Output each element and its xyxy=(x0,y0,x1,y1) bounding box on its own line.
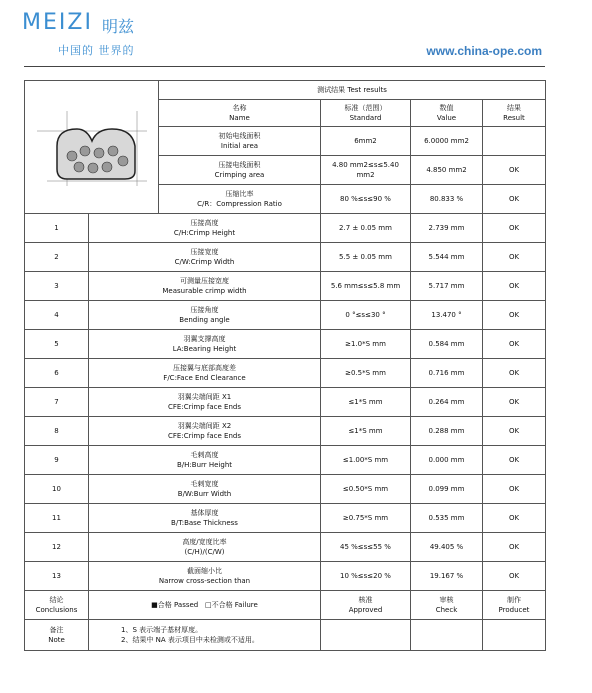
conclusion-row xyxy=(25,591,546,620)
row-standard: ≥0.5*S mm xyxy=(321,359,411,388)
conclusion-label: 结论 Conclusions xyxy=(25,591,89,620)
row-name: 压接电线面积 Crimping area xyxy=(159,156,321,185)
row-value: 0.716 mm xyxy=(411,359,483,388)
website-url[interactable]: www.china-ope.com xyxy=(426,44,542,58)
row-value: 2.739 mm xyxy=(411,214,483,243)
row-name: 压接角度 Bending angle xyxy=(89,301,321,330)
row-result: OK xyxy=(483,417,546,446)
row-value: 0.535 mm xyxy=(411,504,483,533)
row-result: OK xyxy=(483,475,546,504)
note-label: 备注 Note xyxy=(25,620,89,651)
table-row xyxy=(25,446,546,475)
row-result: OK xyxy=(483,156,546,185)
row-name: 初始电线面积 Initial area xyxy=(159,127,321,156)
row-value: 0.288 mm xyxy=(411,417,483,446)
row-standard: ≤1*S mm xyxy=(321,417,411,446)
row-number: 4 xyxy=(25,301,89,330)
table-row xyxy=(25,243,546,272)
row-value: 49.405 % xyxy=(411,533,483,562)
note-row xyxy=(25,620,546,651)
table-row xyxy=(25,504,546,533)
row-value: 19.167 % xyxy=(411,562,483,591)
wire-strand xyxy=(118,156,128,166)
row-number: 9 xyxy=(25,446,89,475)
row-name: 压缩比率 C/R：Compression Ratio xyxy=(159,185,321,214)
row-name: 羽翼支撑高度 LA:Bearing Height xyxy=(89,330,321,359)
table-row xyxy=(25,301,546,330)
row-value: 0.264 mm xyxy=(411,388,483,417)
row-result: OK xyxy=(483,301,546,330)
row-result: OK xyxy=(483,504,546,533)
passed-checkbox: ■合格 Passed xyxy=(151,601,199,609)
row-number: 13 xyxy=(25,562,89,591)
row-result: OK xyxy=(483,243,546,272)
check-label: 审核 Check xyxy=(411,591,483,620)
header-result: 结果 Result xyxy=(483,100,546,127)
row-standard: 4.80 mm2≤s≤5.40 mm2 xyxy=(321,156,411,185)
row-standard: ≥1.0*S mm xyxy=(321,330,411,359)
table-row xyxy=(25,330,546,359)
wire-strand xyxy=(74,162,84,172)
row-standard: ≤1.00*S mm xyxy=(321,446,411,475)
row-name: 可测量压接宽度 Measurable crimp width xyxy=(89,272,321,301)
row-number: 3 xyxy=(25,272,89,301)
row-standard: 5.5 ± 0.05 mm xyxy=(321,243,411,272)
table-row xyxy=(25,272,546,301)
row-number: 12 xyxy=(25,533,89,562)
row-standard: 6mm2 xyxy=(321,127,411,156)
wire-strand xyxy=(108,146,118,156)
wire-strand xyxy=(67,151,77,161)
row-value: 4.850 mm2 xyxy=(411,156,483,185)
row-name: 高度/宽度比率 (C/H)/(C/W) xyxy=(89,533,321,562)
row-result: OK xyxy=(483,533,546,562)
row-number: 11 xyxy=(25,504,89,533)
table-title: 测试结果 Test results xyxy=(159,81,546,100)
row-standard: 80 %≤s≤90 % xyxy=(321,185,411,214)
check-signature xyxy=(411,620,483,651)
row-standard: 2.7 ± 0.05 mm xyxy=(321,214,411,243)
row-number: 1 xyxy=(25,214,89,243)
row-value: 0.099 mm xyxy=(411,475,483,504)
test-results-table xyxy=(24,80,546,651)
table-row xyxy=(25,533,546,562)
header-divider xyxy=(24,66,545,67)
row-standard: ≤0.50*S mm xyxy=(321,475,411,504)
row-value: 0.584 mm xyxy=(411,330,483,359)
row-name: 压接翼与底部高度差 F/C:Face End Clearance xyxy=(89,359,321,388)
row-name: 毛刺宽度 B/W:Burr Width xyxy=(89,475,321,504)
row-result xyxy=(483,127,546,156)
row-name: 基体厚度 B/T:Base Thickness xyxy=(89,504,321,533)
row-value: 5.544 mm xyxy=(411,243,483,272)
logo-chinese-name: 明兹 xyxy=(102,17,135,36)
row-name: 压接高度 C/H:Crimp Height xyxy=(89,214,321,243)
product-signature xyxy=(483,620,546,651)
row-number: 10 xyxy=(25,475,89,504)
crimp-diagram-svg xyxy=(27,101,157,191)
row-result: OK xyxy=(483,330,546,359)
table-row xyxy=(25,417,546,446)
header-standard: 标准（范围） Standard xyxy=(321,100,411,127)
row-result: OK xyxy=(483,214,546,243)
wire-strand xyxy=(88,163,98,173)
row-standard: ≥0.75*S mm xyxy=(321,504,411,533)
row-result: OK xyxy=(483,359,546,388)
row-standard: 0 °≤s≤30 ° xyxy=(321,301,411,330)
approved-signature xyxy=(321,620,411,651)
logo-slogan: 中国的 世界的 xyxy=(58,44,135,57)
table-row xyxy=(25,359,546,388)
table-row xyxy=(25,214,546,243)
crimp-cross-section-diagram xyxy=(25,81,159,214)
wire-strand xyxy=(80,146,90,156)
row-standard: 5.6 mm≤s≤5.8 mm xyxy=(321,272,411,301)
row-name: 压接宽度 C/W:Crimp Width xyxy=(89,243,321,272)
row-result: OK xyxy=(483,446,546,475)
row-number: 6 xyxy=(25,359,89,388)
row-name: 截面缩小比 Narrow cross-section than xyxy=(89,562,321,591)
approved-label: 核准 Approved xyxy=(321,591,411,620)
table-row xyxy=(25,562,546,591)
header-name: 名称 Name xyxy=(159,100,321,127)
row-name: 羽翼尖端间距 X1 CFE:Crimp face Ends xyxy=(89,388,321,417)
row-number: 7 xyxy=(25,388,89,417)
conclusion-options xyxy=(89,591,321,620)
row-number: 2 xyxy=(25,243,89,272)
logo-mark: MEIZI xyxy=(22,10,93,35)
row-value: 5.717 mm xyxy=(411,272,483,301)
failure-checkbox: □不合格 Failure xyxy=(204,601,258,609)
table-row xyxy=(25,475,546,504)
row-value: 0.000 mm xyxy=(411,446,483,475)
row-standard: 10 %≤s≤20 % xyxy=(321,562,411,591)
row-number: 5 xyxy=(25,330,89,359)
row-value: 6.0000 mm2 xyxy=(411,127,483,156)
row-value: 80.833 % xyxy=(411,185,483,214)
row-number: 8 xyxy=(25,417,89,446)
row-value: 13.470 ° xyxy=(411,301,483,330)
row-standard: ≤1*S mm xyxy=(321,388,411,417)
wire-strand xyxy=(94,148,104,158)
row-name: 羽翼尖端间距 X2 CFE:Crimp face Ends xyxy=(89,417,321,446)
row-result: OK xyxy=(483,562,546,591)
company-logo xyxy=(22,10,182,60)
table-row xyxy=(25,388,546,417)
row-name: 毛刺高度 B/H:Burr Height xyxy=(89,446,321,475)
row-result: OK xyxy=(483,388,546,417)
row-result: OK xyxy=(483,272,546,301)
row-standard: 45 %≤s≤55 % xyxy=(321,533,411,562)
header-value: 数值 Value xyxy=(411,100,483,127)
product-label: 制作 Producet xyxy=(483,591,546,620)
row-result: OK xyxy=(483,185,546,214)
note-text: 1、S 表示端子基材厚度。 2、结果中 NA 表示项目中未检测或不适用。 xyxy=(89,620,321,651)
wire-strand xyxy=(102,162,112,172)
